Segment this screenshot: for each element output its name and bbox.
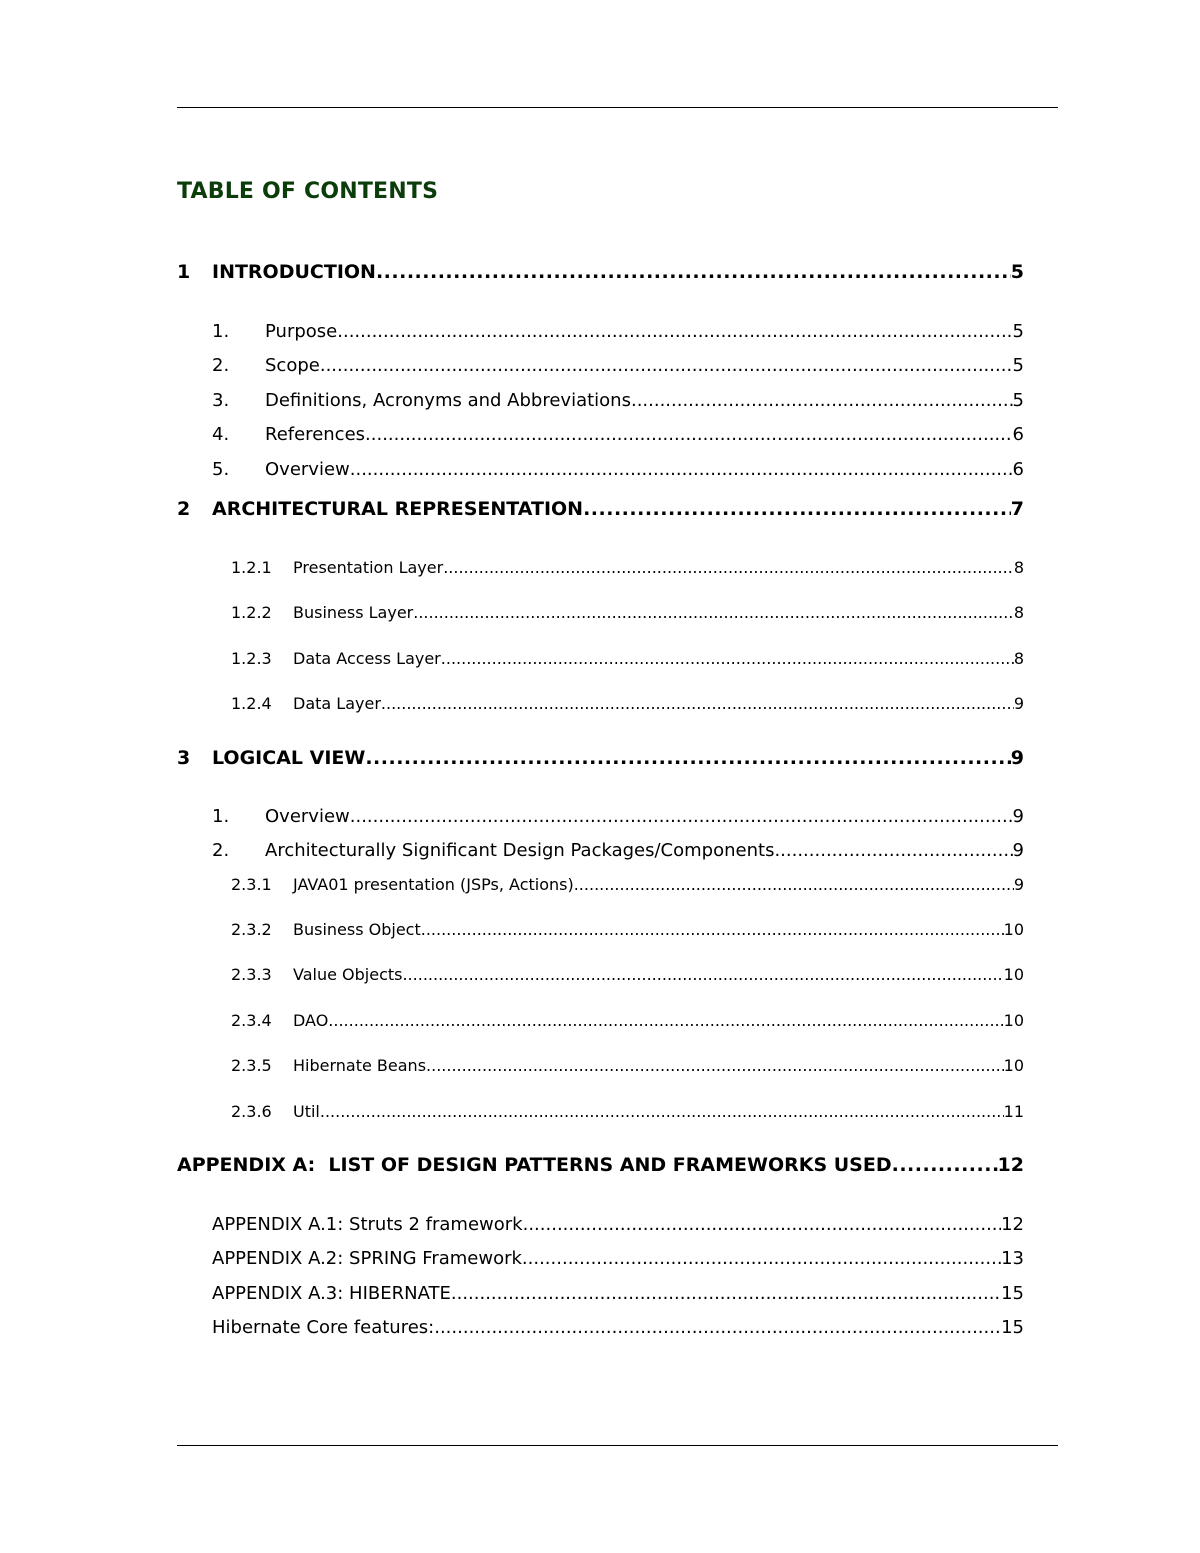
toc-entry-dao[interactable]: [231, 1010, 1024, 1032]
toc-dot-leader: [434, 1315, 1001, 1341]
toc-entry-number: 1.2.2: [231, 603, 272, 622]
toc-entry-label: Value Objects: [293, 965, 403, 984]
toc-entry-business-object[interactable]: [231, 919, 1024, 941]
toc-entry-data-layer[interactable]: [231, 693, 1024, 715]
toc-entry-page: 6: [1012, 459, 1024, 480]
toc-entry-label: APPENDIX A.1: Struts 2 framework: [212, 1214, 523, 1235]
toc-entry-number: 1: [177, 261, 191, 283]
toc-dot-leader: [443, 557, 1014, 579]
toc-entry-presentation-layer[interactable]: [231, 557, 1024, 579]
toc-entry-label: Overview: [265, 459, 350, 480]
toc-dot-leader: [583, 496, 1011, 522]
toc-entry-number: 2.: [212, 355, 230, 376]
toc-dot-leader: [522, 1246, 1001, 1272]
toc-entry-number: 1.: [212, 321, 230, 342]
toc-entry-page: 5: [1010, 261, 1024, 283]
toc-entry-label: Business Object: [293, 920, 421, 939]
header-rule: [177, 107, 1058, 108]
toc-entry-label: Business Layer: [293, 603, 414, 622]
toc-dot-leader: [441, 648, 1014, 670]
toc-entry-number: 2: [177, 498, 191, 520]
toc-dot-leader: [451, 1281, 1001, 1307]
toc-entry-page: 10: [1003, 920, 1024, 939]
toc-entry-number: 2.3.5: [231, 1056, 272, 1075]
toc-entry-page: 9: [1013, 694, 1024, 713]
toc-dot-leader: [426, 1055, 1004, 1077]
toc-entry-business-layer[interactable]: [231, 602, 1024, 624]
toc-entry-appendix-a1[interactable]: [212, 1212, 1024, 1238]
toc-dot-leader: [337, 319, 1012, 345]
toc-entry-page: 15: [1001, 1317, 1024, 1338]
toc-entry-number: 3: [177, 747, 191, 769]
toc-dot-leader: [365, 745, 1010, 771]
toc-entry-number: 2.3.1: [231, 875, 272, 894]
toc-entry-number: 3.: [212, 390, 230, 411]
toc-entry-number: 1.2.1: [231, 558, 272, 577]
toc-dot-leader: [320, 1101, 1004, 1123]
toc-entry-purpose[interactable]: [212, 319, 1024, 345]
toc-entry-page: 5: [1012, 321, 1024, 342]
toc-title: TABLE OF CONTENTS: [177, 179, 439, 204]
toc-entry-java01-presentation[interactable]: [231, 874, 1024, 896]
toc-entry-number: 1.2.4: [231, 694, 272, 713]
toc-entry-label: JAVA01 presentation (JSPs, Actions): [293, 875, 574, 894]
toc-entry-logical-overview[interactable]: [212, 804, 1024, 830]
toc-entry-page: 11: [1003, 1102, 1024, 1121]
toc-entry-value-objects[interactable]: [231, 964, 1024, 986]
toc-entry-label: APPENDIX A: LIST OF DESIGN PATTERNS AND FRAMEWORKS USED: [177, 1154, 892, 1176]
toc-dot-leader: [350, 804, 1013, 830]
toc-dot-leader: [574, 874, 1014, 896]
toc-entry-number: 5.: [212, 459, 230, 480]
toc-entry-data-access-layer[interactable]: [231, 648, 1024, 670]
toc-dot-leader: [381, 693, 1014, 715]
toc-entry-number: 2.3.2: [231, 920, 272, 939]
toc-entry-appendix-a2[interactable]: [212, 1246, 1024, 1272]
toc-entry-page: 6: [1012, 424, 1024, 445]
footer-rule: [177, 1445, 1058, 1446]
toc-entry-page: 5: [1012, 355, 1024, 376]
toc-entry-page: 8: [1013, 649, 1024, 668]
toc-entry-page: 10: [1003, 1011, 1024, 1030]
toc-entry-page: 9: [1010, 747, 1024, 769]
toc-entry-architectural-representation[interactable]: [177, 496, 1024, 522]
toc-entry-label: Util: [293, 1102, 320, 1121]
toc-entry-references[interactable]: [212, 422, 1024, 448]
toc-entry-label: References: [265, 424, 366, 445]
toc-entry-label: APPENDIX A.2: SPRING Framework: [212, 1248, 522, 1269]
toc-entry-number: 2.3.6: [231, 1102, 272, 1121]
toc-entry-page: 9: [1013, 875, 1024, 894]
toc-entry-util[interactable]: [231, 1101, 1024, 1123]
toc-entry-page: 8: [1013, 558, 1024, 577]
toc-entry-label: Architecturally Significant Design Packages/Components: [265, 840, 775, 861]
toc-entry-label: Presentation Layer: [293, 558, 444, 577]
toc-entry-number: 2.3.3: [231, 965, 272, 984]
toc-dot-leader: [328, 1010, 1003, 1032]
toc-entry-label: Purpose: [265, 321, 338, 342]
toc-entry-label: INTRODUCTION: [212, 261, 376, 283]
toc-dot-leader: [774, 838, 1012, 864]
toc-entry-page: 7: [1010, 498, 1024, 520]
toc-entry-label: Hibernate Core features:: [212, 1317, 435, 1338]
toc-entry-label: DAO: [293, 1011, 329, 1030]
toc-dot-leader: [892, 1152, 998, 1178]
toc-entry-number: 1.: [212, 806, 230, 827]
toc-entry-page: 15: [1001, 1283, 1024, 1304]
toc-entry-page: 10: [1003, 965, 1024, 984]
toc-dot-leader: [421, 919, 1004, 941]
toc-entry-label: APPENDIX A.3: HIBERNATE: [212, 1283, 451, 1304]
toc-entry-page: 10: [1003, 1056, 1024, 1075]
toc-entry-page: 13: [1001, 1248, 1024, 1269]
toc-dot-leader: [320, 353, 1013, 379]
toc-entry-appendix-a3[interactable]: [212, 1281, 1024, 1307]
toc-entry-hibernate-beans[interactable]: [231, 1055, 1024, 1077]
toc-entry-design-packages[interactable]: [212, 838, 1024, 864]
toc-entry-label: Hibernate Beans: [293, 1056, 427, 1075]
toc-entry-introduction[interactable]: [177, 259, 1024, 285]
toc-entry-page: 12: [1001, 1214, 1024, 1235]
toc-entry-label: ARCHITECTURAL REPRESENTATION: [212, 498, 584, 520]
toc-entry-label: Scope: [265, 355, 320, 376]
toc-entry-appendix-a[interactable]: [177, 1152, 1024, 1178]
toc-entry-page: 8: [1013, 603, 1024, 622]
toc-entry-page: 12: [997, 1154, 1024, 1176]
toc-dot-leader: [350, 457, 1013, 483]
toc-dot-leader: [523, 1212, 1001, 1238]
toc-entry-page: 5: [1012, 390, 1024, 411]
toc-entry-label: Definitions, Acronyms and Abbreviations: [265, 390, 631, 411]
toc-entry-label: Overview: [265, 806, 350, 827]
toc-dot-leader: [631, 388, 1013, 414]
toc-entry-label: LOGICAL VIEW: [212, 747, 366, 769]
toc-entry-number: 1.2.3: [231, 649, 272, 668]
toc-entry-scope[interactable]: [212, 353, 1024, 379]
toc-entry-page: 9: [1012, 840, 1024, 861]
toc-dot-leader: [365, 422, 1013, 448]
toc-dot-leader: [413, 602, 1014, 624]
toc-entry-page: 9: [1012, 806, 1024, 827]
toc-entry-number: 2.: [212, 840, 230, 861]
toc-entry-definitions[interactable]: [212, 388, 1024, 414]
toc-entry-number: 2.3.4: [231, 1011, 272, 1030]
toc-entry-label: Data Layer: [293, 694, 381, 713]
toc-entry-hibernate-core[interactable]: [212, 1315, 1024, 1341]
toc-dot-leader: [376, 259, 1011, 285]
toc-dot-leader: [402, 964, 1003, 986]
toc-entry-overview[interactable]: [212, 457, 1024, 483]
toc-entry-label: Data Access Layer: [293, 649, 441, 668]
toc-entry-logical-view[interactable]: [177, 745, 1024, 771]
toc-entry-number: 4.: [212, 424, 230, 445]
